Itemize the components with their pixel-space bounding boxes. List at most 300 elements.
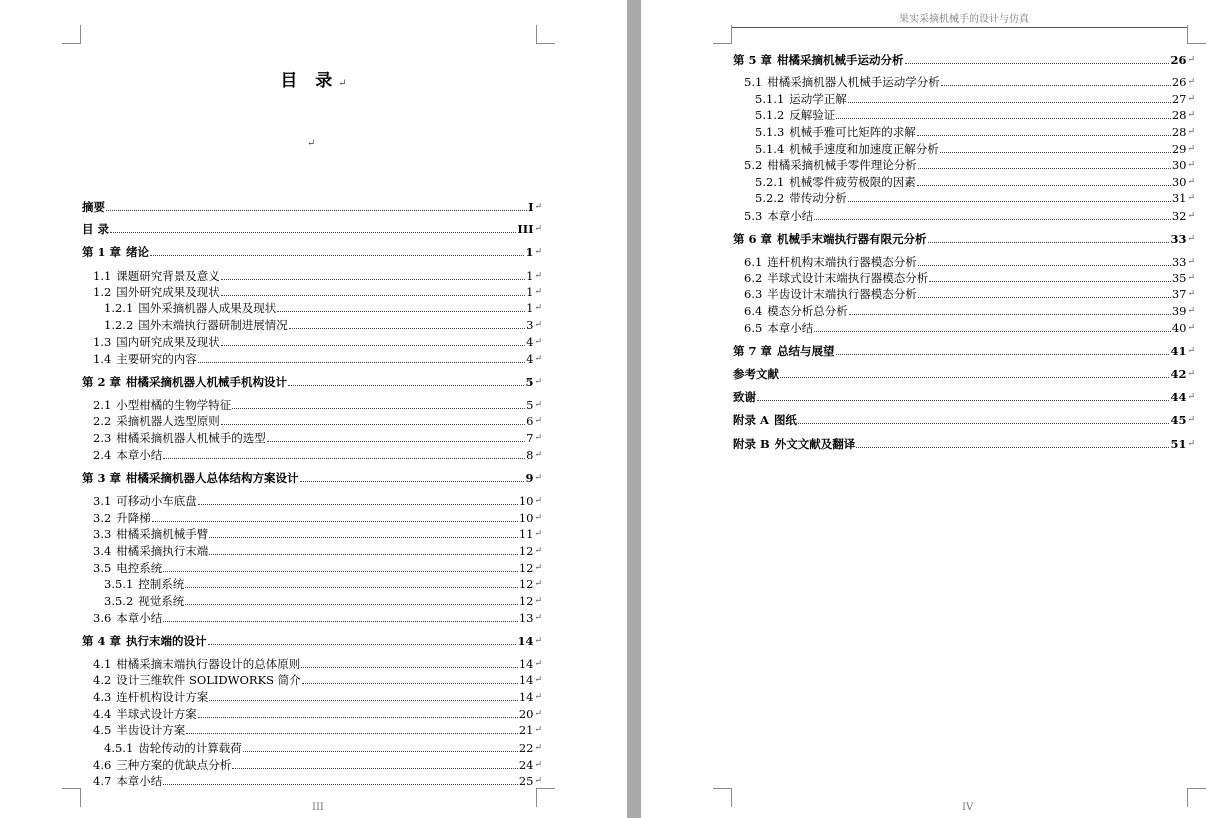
- toc-entry-page: 22: [518, 741, 534, 755]
- toc-entry[interactable]: [82, 543, 542, 558]
- toc-entry-title: 外文文献及翻译: [774, 437, 856, 451]
- toc-entry-number: 5.1.2: [755, 108, 785, 122]
- toc-entry-page: 26: [1171, 75, 1187, 89]
- paragraph-mark-icon: ↵: [1187, 110, 1195, 120]
- dot-leader: [929, 281, 1171, 282]
- page-number-footer: IV: [962, 802, 974, 813]
- paragraph-mark-icon: ↵: [534, 303, 542, 313]
- toc-entry[interactable]: [733, 366, 1195, 381]
- paragraph-mark-icon: ↵: [1187, 346, 1195, 356]
- toc-entry[interactable]: [82, 374, 542, 389]
- dot-leader: [209, 537, 518, 538]
- toc-entry-page: 40: [1171, 321, 1187, 335]
- toc-entry-title: 摘要: [82, 200, 105, 214]
- paragraph-mark-icon: ↵: [534, 354, 542, 364]
- dot-leader: [152, 521, 518, 522]
- toc-entry[interactable]: [733, 157, 1195, 172]
- paragraph-mark-icon: ↵: [534, 776, 542, 786]
- toc-entry-title: 本章小结: [116, 611, 163, 625]
- page-title[interactable]: [0, 66, 627, 91]
- toc-entry-page: 30: [1171, 158, 1187, 172]
- paragraph-mark-icon: ↵: [1187, 392, 1195, 402]
- dot-leader: [185, 587, 518, 588]
- toc-entry-number: 2.2: [93, 414, 112, 428]
- paragraph-mark-icon: ↵: [1187, 273, 1195, 283]
- toc-entry-page: 14: [517, 634, 534, 648]
- toc-entry[interactable]: [82, 689, 542, 704]
- toc-entry-title: 视觉系统: [138, 594, 185, 608]
- toc-entry-page: 37: [1171, 287, 1187, 301]
- dot-leader: [940, 152, 1171, 153]
- toc-entry-page: 4: [526, 335, 534, 349]
- toc-entry-page: 13: [518, 611, 534, 625]
- dot-leader: [780, 377, 1169, 378]
- toc-entry[interactable]: [82, 470, 542, 485]
- toc-entry[interactable]: [82, 317, 542, 332]
- dot-leader: [221, 424, 525, 425]
- toc-entry[interactable]: [733, 74, 1195, 89]
- paragraph-mark-icon: ↵: [534, 271, 542, 281]
- paragraph-mark-icon: ↵: [1187, 177, 1195, 187]
- paragraph-mark-icon: ↵: [534, 433, 542, 443]
- toc-entry-title: 机械手雅可比矩阵的求解: [789, 125, 916, 139]
- toc-entry-number: 3.6: [93, 611, 112, 625]
- toc-entry-page: 51: [1170, 437, 1187, 451]
- toc-entry-page: 42: [1170, 367, 1187, 381]
- toc-entry-number: 1.2.2: [104, 318, 134, 332]
- toc-entry[interactable]: [82, 199, 542, 214]
- toc-entry-page: 29: [1171, 142, 1187, 156]
- toc-entry-page: 32: [1171, 209, 1187, 223]
- toc-entry[interactable]: [82, 610, 542, 625]
- toc-entry[interactable]: [733, 286, 1195, 301]
- paragraph-mark-icon: ↵: [534, 450, 542, 460]
- toc-entry-page: 1: [526, 301, 534, 315]
- toc-entry-number: 4.2: [93, 673, 112, 687]
- toc-entry-title: 机械手末端执行器有限元分析: [777, 232, 927, 246]
- toc-entry-page: 14: [518, 690, 534, 704]
- paragraph-mark-icon: ↵: [1187, 160, 1195, 170]
- toc-entry-page: 14: [518, 673, 534, 687]
- dot-leader: [856, 447, 1169, 448]
- toc-entry-title: 三种方案的优缺点分析: [116, 758, 232, 772]
- paragraph-mark-icon: ↵: [534, 202, 542, 212]
- toc-entry[interactable]: [82, 397, 542, 412]
- toc-entry[interactable]: [82, 656, 542, 671]
- paragraph-mark-icon: ↵: [534, 287, 542, 297]
- paragraph-mark-icon: ↵: [307, 138, 316, 149]
- paragraph-mark-icon: ↵: [534, 529, 542, 539]
- dot-leader: [198, 717, 518, 718]
- toc-entry[interactable]: [82, 221, 542, 236]
- dot-leader: [288, 385, 524, 386]
- dot-leader: [798, 423, 1170, 424]
- toc-entry-title: 半球式设计末端执行器模态分析: [767, 271, 929, 285]
- toc-entry-page: 4: [526, 352, 534, 366]
- toc-entry-page: 9: [525, 471, 534, 485]
- toc-entry-number: 第 7 章: [733, 344, 773, 358]
- toc-entry-title: 本章小结: [767, 209, 814, 223]
- toc-entry-page: 5: [525, 375, 534, 389]
- toc-entry-page: 12: [518, 594, 534, 608]
- paragraph-mark-icon: ↵: [534, 563, 542, 573]
- toc-entry-title: 采摘机器人选型原则: [116, 414, 220, 428]
- toc-entry-page: 12: [518, 544, 534, 558]
- toc-entry[interactable]: [82, 593, 542, 608]
- toc-entry-number: 2.1: [93, 398, 112, 412]
- dot-leader: [941, 85, 1171, 86]
- toc-entry[interactable]: [733, 190, 1195, 205]
- dot-leader: [150, 255, 524, 256]
- toc-entry-title: 机械零件疲劳极限的因素: [789, 175, 916, 189]
- toc-entry-page: 6: [526, 414, 534, 428]
- toc-entry-page: 35: [1171, 271, 1187, 285]
- paragraph-mark-icon: ↵: [534, 613, 542, 623]
- paragraph-mark-icon: ↵: [534, 513, 542, 523]
- dot-leader: [163, 571, 518, 572]
- toc-entry-title: 柑橘采摘机器人机械手运动学分析: [767, 75, 940, 89]
- toc-entry-number: 2.4: [93, 448, 112, 462]
- dot-leader: [209, 700, 518, 701]
- crop-mark: [1187, 788, 1206, 807]
- toc-entry[interactable]: [733, 343, 1195, 358]
- toc-entry-number: 1.2.1: [104, 301, 134, 315]
- paragraph-mark-icon: ↵: [534, 496, 542, 506]
- toc-entry-page: 10: [518, 511, 534, 525]
- toc-entry-title: 半齿设计方案: [116, 723, 186, 737]
- toc-entry-title: 国外末端执行器研制进展情况: [138, 318, 288, 332]
- toc-entry[interactable]: [733, 52, 1195, 67]
- toc-entry-title: 致谢: [733, 390, 756, 404]
- header-rule: [731, 27, 1187, 28]
- toc-entry[interactable]: [82, 334, 542, 349]
- toc-entry-title: 柑橘采摘机械手臂: [116, 527, 209, 541]
- toc-title-text[interactable]: 目 录: [280, 71, 339, 91]
- toc-entry-title: 运动学正解: [789, 92, 847, 106]
- toc-entry-page: 20: [518, 707, 534, 721]
- toc-entry-number: 5.1.1: [755, 92, 785, 106]
- crop-mark: [62, 25, 81, 44]
- toc-entry[interactable]: [733, 91, 1195, 106]
- toc-entry-page: 12: [518, 561, 534, 575]
- paragraph-mark-icon: ↵: [1187, 144, 1195, 154]
- paragraph-mark-icon: ↵: [1187, 193, 1195, 203]
- toc-entry-number: 1.3: [93, 335, 112, 349]
- paragraph-mark-icon: ↵: [1187, 323, 1195, 333]
- toc-entry-title: 国内研究成果及现状: [116, 335, 220, 349]
- toc-entry-page: 27: [1171, 92, 1187, 106]
- toc-entry-page: 39: [1171, 304, 1187, 318]
- dot-leader: [243, 751, 518, 752]
- toc-entry[interactable]: [82, 244, 542, 259]
- toc-entry[interactable]: [733, 254, 1195, 269]
- dot-leader: [848, 201, 1171, 202]
- toc-entry-title: 本章小结: [767, 321, 814, 335]
- dot-leader: [814, 219, 1171, 220]
- toc-entry-number: 6.2: [744, 271, 763, 285]
- toc-entry[interactable]: [82, 300, 542, 315]
- toc-entry-page: 41: [1170, 344, 1187, 358]
- paragraph-mark-icon: ↵: [1187, 289, 1195, 299]
- crop-mark: [713, 25, 732, 44]
- toc-entry-title: 模态分析总分析: [767, 304, 848, 318]
- toc-entry[interactable]: [82, 351, 542, 366]
- toc-entry-title: 控制系统: [138, 577, 185, 591]
- toc-entry-page: 1: [525, 245, 534, 259]
- toc-entry[interactable]: [82, 706, 542, 721]
- paragraph-mark-icon: ↵: [1187, 234, 1195, 244]
- dot-leader: [300, 481, 525, 482]
- paragraph-mark-icon: ↵: [534, 546, 542, 556]
- dot-leader: [106, 210, 527, 211]
- toc-entry[interactable]: [733, 107, 1195, 122]
- toc-entry-title: 柑橘采摘机械手运动分析: [777, 53, 904, 67]
- toc-entry-title: 柑橘采摘末端执行器设计的总体原则: [116, 657, 301, 671]
- toc-entry[interactable]: [82, 526, 542, 541]
- paragraph-mark-icon: ↵: [338, 78, 347, 89]
- toc-entry-number: 4.4: [93, 707, 112, 721]
- toc-entry-page: 1: [526, 269, 534, 283]
- toc-entry[interactable]: [733, 124, 1195, 139]
- toc-entry-title: 反解验证: [789, 108, 836, 122]
- toc-entry-page: 33: [1170, 232, 1187, 246]
- paragraph-mark-icon: ↵: [1187, 127, 1195, 137]
- crop-mark: [1187, 25, 1206, 44]
- toc-entry-title: 柑橘采摘机器人机械手的选型: [116, 431, 266, 445]
- toc-entry-number: 附录 B: [733, 437, 770, 451]
- dot-leader: [302, 683, 518, 684]
- toc-entry[interactable]: [733, 412, 1195, 427]
- toc-entry[interactable]: [733, 436, 1195, 451]
- toc-entry-page: 8: [526, 448, 534, 462]
- toc-entry-title: 带传动分析: [789, 191, 847, 205]
- toc-entry-number: 5.3: [744, 209, 763, 223]
- toc-entry-number: 3.5.1: [104, 577, 134, 591]
- toc-entry-number: 4.6: [93, 758, 112, 772]
- dot-leader: [209, 554, 518, 555]
- dot-leader: [836, 354, 1170, 355]
- paragraph-mark-icon: ↵: [534, 659, 542, 669]
- toc-entry-title: 机械手速度和加速度正解分析: [789, 142, 939, 156]
- toc-entry[interactable]: [82, 430, 542, 445]
- paragraph-mark-icon: ↵: [534, 743, 542, 753]
- toc-entry-number: 6.4: [744, 304, 763, 318]
- dot-leader: [905, 63, 1170, 64]
- toc-entry-number: 第 2 章: [82, 375, 122, 389]
- toc-entry-page: III: [517, 222, 534, 236]
- crop-mark: [536, 25, 555, 44]
- paragraph-mark-icon: ↵: [1187, 55, 1195, 65]
- paragraph-mark-icon: ↵: [534, 224, 542, 234]
- dot-leader: [917, 135, 1171, 136]
- toc-entry-page: 5: [526, 398, 534, 412]
- toc-entry-title: 柑橘采摘机器人总体结构方案设计: [126, 471, 299, 485]
- dot-leader: [185, 604, 518, 605]
- toc-entry-page: 1: [526, 285, 534, 299]
- toc-entry-page: 31: [1171, 191, 1187, 205]
- toc-entry-title: 可移动小车底盘: [116, 494, 197, 508]
- toc-entry[interactable]: [82, 722, 542, 737]
- toc-entry-title: 电控系统: [116, 561, 163, 575]
- toc-entry-page: 44: [1170, 390, 1187, 404]
- dot-leader: [836, 118, 1171, 119]
- toc-entry-page: I: [528, 200, 534, 214]
- document-page-right[interactable]: [641, 0, 1219, 818]
- toc-entry[interactable]: [82, 757, 542, 772]
- paragraph-mark-icon: ↵: [534, 579, 542, 589]
- paragraph-mark-icon: ↵: [1187, 415, 1195, 425]
- toc-entry-number: 第 1 章: [82, 245, 122, 259]
- toc-entry-number: 3.3: [93, 527, 112, 541]
- running-header[interactable]: 果实采摘机械手的设计与仿真: [899, 14, 1029, 25]
- toc-entry-title: 课题研究背景及意义: [116, 269, 220, 283]
- toc-entry[interactable]: [82, 672, 542, 687]
- toc-entry-number: 6.1: [744, 255, 763, 269]
- toc-entry[interactable]: [82, 413, 542, 428]
- toc-entry-number: 第 5 章: [733, 53, 773, 67]
- dot-leader: [163, 621, 518, 622]
- toc-entry-number: 6.5: [744, 321, 763, 335]
- toc-entry-number: 1.1: [93, 269, 112, 283]
- paragraph-mark-icon: ↵: [534, 725, 542, 735]
- toc-entry-title: 绪论: [126, 245, 150, 259]
- dot-leader: [186, 733, 518, 734]
- toc-entry-title: 本章小结: [116, 774, 163, 788]
- toc-entry-page: 7: [526, 431, 534, 445]
- toc-entry-title: 国外采摘机器人成果及现状: [138, 301, 277, 315]
- dot-leader: [110, 232, 516, 233]
- toc-entry-page: 25: [518, 774, 534, 788]
- toc-entry[interactable]: [82, 633, 542, 648]
- toc-entry-title: 小型柑橘的生物学特征: [116, 398, 232, 412]
- toc-entry-number: 6.3: [744, 287, 763, 301]
- toc-entry-number: 第 4 章: [82, 634, 122, 648]
- paragraph-mark-icon: ↵: [1187, 77, 1195, 87]
- toc-entry[interactable]: [733, 141, 1195, 156]
- toc-entry[interactable]: [82, 576, 542, 591]
- dot-leader: [232, 768, 518, 769]
- toc-entry-number: 5.1.4: [755, 142, 785, 156]
- toc-entry-title: 执行末端的设计: [126, 634, 207, 648]
- paragraph-mark-icon: ↵: [534, 377, 542, 387]
- paragraph-mark-icon: ↵: [534, 320, 542, 330]
- toc-entry-number: 第 6 章: [733, 232, 773, 246]
- toc-entry[interactable]: [82, 284, 542, 299]
- dot-leader: [277, 311, 525, 312]
- toc-entry-number: 4.7: [93, 774, 112, 788]
- toc-entry-title: 主要研究的内容: [116, 352, 197, 366]
- toc-entry[interactable]: [733, 270, 1195, 285]
- toc-entry[interactable]: [733, 208, 1195, 223]
- toc-entry-number: 3.5.2: [104, 594, 134, 608]
- paragraph-mark-icon: ↵: [534, 473, 542, 483]
- toc-entry[interactable]: [733, 389, 1195, 404]
- toc-entry-number: 4.1: [93, 657, 112, 671]
- toc-entry-page: 14: [518, 657, 534, 671]
- toc-entry[interactable]: [82, 493, 542, 508]
- toc-entry-page: 11: [518, 527, 534, 541]
- dot-leader: [814, 331, 1171, 332]
- toc-entry-number: 5.2: [744, 158, 763, 172]
- paragraph-mark-icon: ↵: [1187, 94, 1195, 104]
- page-number-footer: III: [312, 802, 324, 813]
- paragraph-mark-icon: ↵: [1187, 439, 1195, 449]
- paragraph-mark-icon: ↵: [1187, 369, 1195, 379]
- dot-leader: [221, 279, 525, 280]
- dot-leader: [208, 644, 517, 645]
- paragraph-mark-icon: ↵: [1187, 306, 1195, 316]
- toc-entry[interactable]: [82, 560, 542, 575]
- toc-entry-number: 第 3 章: [82, 471, 122, 485]
- toc-entry[interactable]: [82, 268, 542, 283]
- toc-entry-number: 4.5: [93, 723, 112, 737]
- toc-entry-title: 齿轮传动的计算载荷: [138, 741, 242, 755]
- toc-entry[interactable]: [82, 773, 542, 788]
- paragraph-mark-icon: ↵: [534, 400, 542, 410]
- toc-entry-page: 28: [1171, 125, 1187, 139]
- toc-entry[interactable]: [733, 320, 1195, 335]
- toc-entry-title: 参考文献: [733, 367, 779, 381]
- toc-entry-title: 总结与展望: [777, 344, 835, 358]
- toc-entry-page: 3: [526, 318, 534, 332]
- toc-entry[interactable]: [733, 231, 1195, 246]
- paragraph-mark-icon: ↵: [534, 636, 542, 646]
- toc-entry-page: 12: [518, 577, 534, 591]
- dot-leader: [849, 314, 1171, 315]
- toc-entry-page: 30: [1171, 175, 1187, 189]
- toc-entry-title: 柑橘采摘机器人机械手机构设计: [126, 375, 288, 389]
- toc-entry-number: 5.2.2: [755, 191, 785, 205]
- dot-leader: [267, 441, 525, 442]
- paragraph-mark-icon: ↵: [534, 675, 542, 685]
- page-gutter: [627, 0, 641, 818]
- toc-entry-number: 1.4: [93, 352, 112, 366]
- paragraph-mark-icon: ↵: [1187, 211, 1195, 221]
- dot-leader: [232, 408, 525, 409]
- toc-entry-number: 4.5.1: [104, 741, 134, 755]
- toc-entry-page: 45: [1170, 413, 1187, 427]
- toc-entry-title: 设计三维软件 SOLIDWORKS 简介: [116, 673, 301, 687]
- toc-entry-title: 半球式设计方案: [116, 707, 197, 721]
- paragraph-mark-icon: ↵: [534, 247, 542, 257]
- dot-leader: [918, 265, 1171, 266]
- crop-mark: [713, 788, 732, 807]
- toc-entry-page: 28: [1171, 108, 1187, 122]
- toc-entry-page: 21: [518, 723, 534, 737]
- toc-entry[interactable]: [82, 447, 542, 462]
- dot-leader: [301, 667, 518, 668]
- toc-entry-number: 3.5: [93, 561, 112, 575]
- toc-entry-page: 33: [1171, 255, 1187, 269]
- toc-entry[interactable]: [733, 174, 1195, 189]
- toc-entry[interactable]: [733, 303, 1195, 318]
- toc-entry-number: 5.1.3: [755, 125, 785, 139]
- crop-mark: [536, 788, 555, 807]
- toc-entry[interactable]: [82, 510, 542, 525]
- dot-leader: [289, 328, 525, 329]
- dot-leader: [221, 345, 525, 346]
- toc-entry-title: 目 录: [82, 222, 110, 236]
- toc-entry-number: 5.1: [744, 75, 763, 89]
- toc-entry-number: 3.1: [93, 494, 112, 508]
- toc-entry-number: 3.4: [93, 544, 112, 558]
- toc-entry[interactable]: [82, 740, 542, 755]
- toc-entry-number: 1.2: [93, 285, 112, 299]
- toc-entry-title: 本章小结: [116, 448, 163, 462]
- toc-entry-number: 4.3: [93, 690, 112, 704]
- toc-entry-number: 5.2.1: [755, 175, 785, 189]
- dot-leader: [917, 185, 1171, 186]
